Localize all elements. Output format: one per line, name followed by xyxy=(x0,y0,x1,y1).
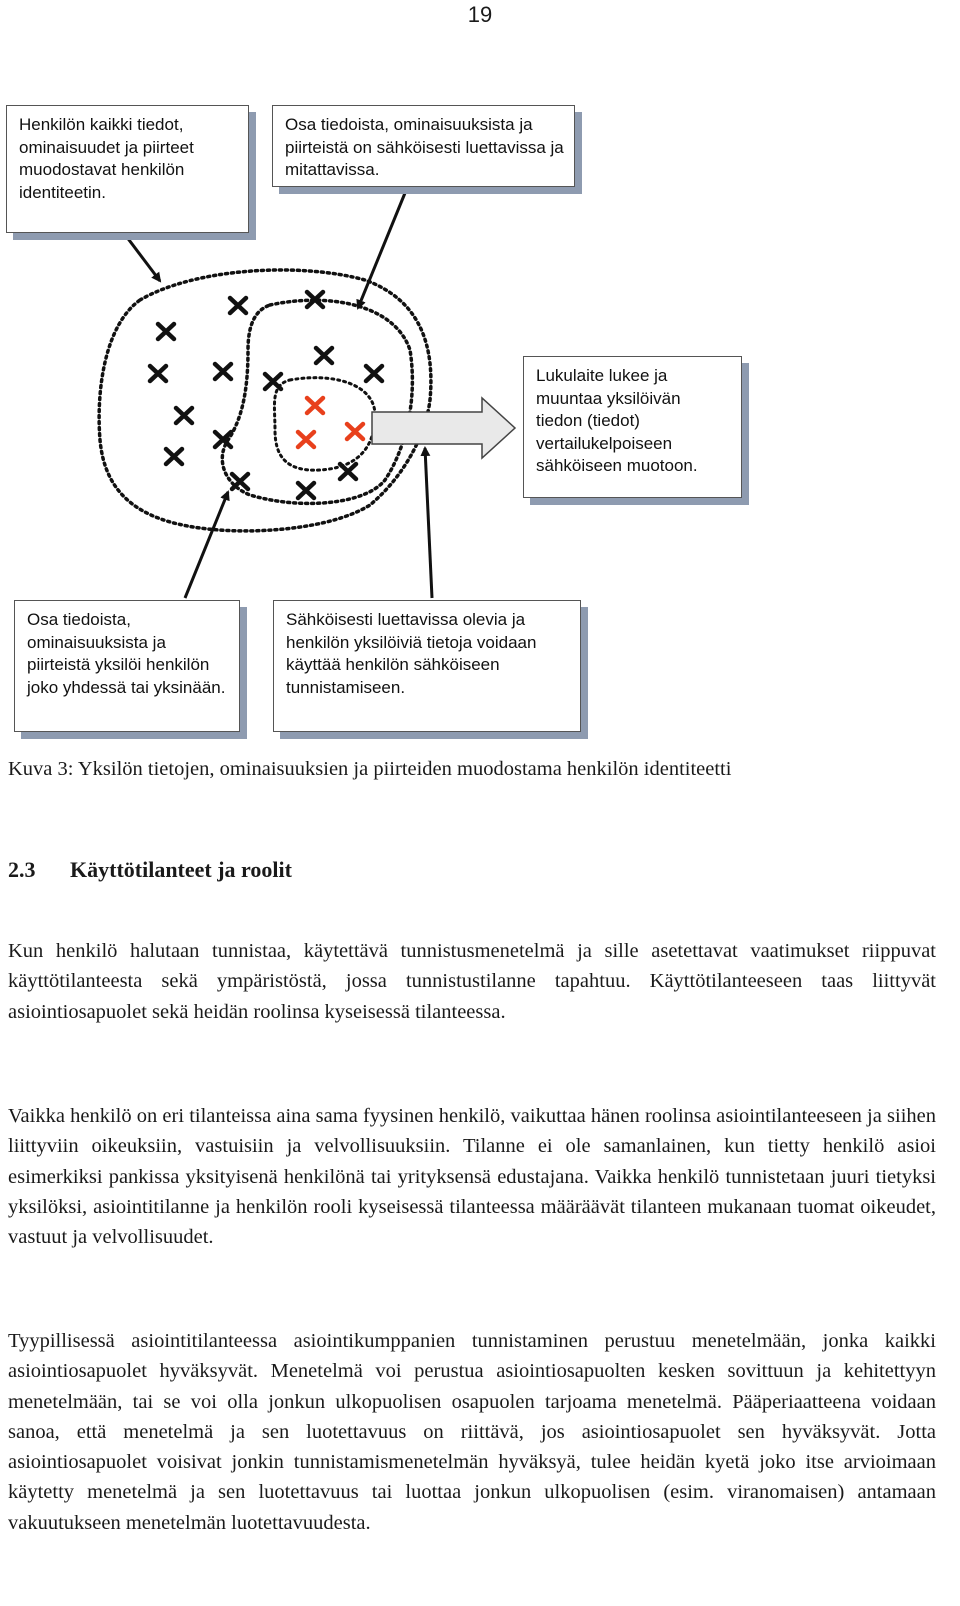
outer-identity-boundary xyxy=(99,270,431,531)
page-number: 19 xyxy=(467,2,493,27)
reader-arrow xyxy=(372,398,515,458)
box-measurable: Osa tiedoista, ominaisuuksista ja piirteistä on sähköisesti luettavissa ja mitattavissa. xyxy=(272,105,575,187)
identity-figure xyxy=(0,0,960,750)
arrow-measurable xyxy=(358,193,405,308)
paragraph-3: Tyypillisessä asiointitilanteessa asiointikumppanien tunnistaminen perustuu menetelmään, jonka kaikki asiointiosapuolet hyväksyvät. Menetelmä voi perustua asiointiosapuolten kesken sovittuun ja kehitettyyn menetelmään, tai se voi olla jonkun ulkopuolisen osapuolen tarjoama menetelmä. Pääperiaatteena voidaan sanoa, että menetelmä ja sen luotettavuus on riittävä, jos asiointiosapuolet sen hyväksyvät. Jotta asiointiosapuolet voisivat jonkin tunnistamismenetelmän hyväksyä, tulee heidän kyetä joko itse arvioimaan käytetty menetelmä ja sen luotettavuus tai luottaa jonkun ulkopuolisen (esim. viranomaisen) antamaan vakuutukseen menetelmän luotettavuudesta. xyxy=(8,1330,936,1534)
arrow-identity xyxy=(123,232,160,281)
section-number: 2.3 xyxy=(8,857,36,882)
figure-caption: Kuva 3: Yksilön tietojen, ominaisuuksien ja piirteiden muodostama henkilön identiteetti xyxy=(8,758,732,780)
paragraph-2: Vaikka henkilö on eri tilanteissa aina sama fyysinen henkilö, vaikuttaa hänen roolinsa asiointilanteeseen ja siihen liittyviin oikeuksiin, vastuisiin ja velvollisuuksiin. Tilanne ei ole samanlainen, kun tietty henkilö asioi esimerkiksi pankissa yksityisenä henkilönä tai yrityksensä edustajana. Vaikka henkilö tunnistetaan juuri tietyksi yksilöksi, asiointitilanne ja henkilön rooli kyseisessä tilanteessa määräävät tilanteen mukanaan tuomat oikeudet, vastuut ja velvollisuudet. xyxy=(8,1105,936,1249)
paragraph-1: Kun henkilö halutaan tunnistaa, käytettävä tunnistusmenetelmä ja sille asetettavat vaatimukset riippuvat käyttötilanteesta sekä ympäristöstä, jossa tunnistustilanne tapahtuu. Käyttötilanteeseen taas liittyvät asiointiosapuolet sekä heidän roolinsa kyseisessä tilanteessa. xyxy=(8,940,936,1023)
arrow-electronic xyxy=(425,448,432,598)
data-marks xyxy=(150,292,382,498)
box-electronic: Sähköisesti luettavissa olevia ja henkilön yksilöiviä tietoja voidaan käyttää henkilön sähköiseen tunnistamiseen. xyxy=(273,600,581,732)
section-title: Käyttötilanteet ja roolit xyxy=(70,857,292,882)
section-heading xyxy=(8,857,292,883)
identifying-marks xyxy=(298,398,363,447)
box-identifying: Osa tiedoista, ominaisuuksista ja piirteistä yksilöi henkilön joko yhdessä tai yksinään. xyxy=(14,600,240,732)
box-reader: Lukulaite lukee ja muuntaa yksilöivän tiedon (tiedot) vertailukelpoiseen sähköiseen muotoon. xyxy=(523,356,742,498)
arrow-identifying xyxy=(185,492,228,598)
box-identity: Henkilön kaikki tiedot, ominaisuudet ja piirteet muodostavat henkilön identiteetin. xyxy=(6,105,249,233)
